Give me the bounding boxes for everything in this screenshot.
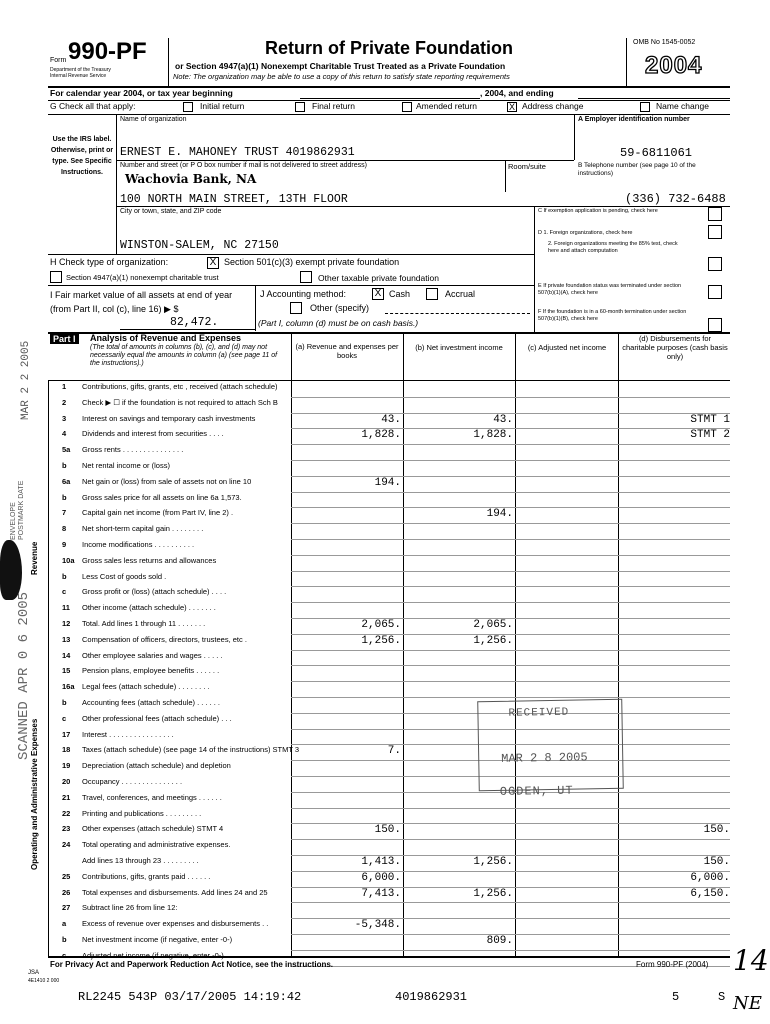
line-number: 5a	[62, 445, 71, 455]
amount-col-a[interactable]: 43.	[381, 413, 401, 426]
part1-title: Analysis of Revenue and Expenses	[90, 333, 242, 343]
part1-cash-basis-note: (Part I, column (d) must be on cash basis.)	[258, 318, 419, 328]
phone-label: B Telephone number (see page 10 of the instructions)	[578, 162, 696, 177]
line-description: Adjusted net income (if negative, enter -0-). .	[82, 950, 230, 960]
line-description: Contributions, gifts, grants paid . . . . . .	[82, 871, 211, 881]
jsa-code: 4E1410 2 000	[28, 978, 60, 984]
amount-col-a[interactable]: 150.	[374, 824, 401, 837]
line-description: Other employee salaries and wages . . . . .	[82, 650, 223, 660]
f-termination-label: F If the foundation is in a 60-month termination under section 507(b)(1)(B), check here	[538, 309, 687, 322]
form-prefix: Form	[50, 57, 67, 64]
line-number: 3	[62, 413, 67, 423]
line-description: Capital gain net income (from Part IV, line 2) .	[82, 508, 234, 518]
account-number: 4019862931	[395, 990, 468, 1004]
side-stamp-scanned: SCANNED APR 0 6 2005	[16, 591, 32, 760]
part1-line-row	[50, 888, 730, 902]
line-number: c	[62, 713, 67, 723]
line-number: 12	[62, 619, 71, 628]
j-cash-label: Cash	[389, 289, 411, 299]
received-stamp-title: RECEIVED	[508, 706, 570, 720]
form-title: Return of Private Foundation	[265, 38, 514, 58]
part1-line-row	[50, 682, 730, 696]
ein-label: A Employer identification number	[578, 116, 690, 123]
line-description: Legal fees (attach schedule) . . . . . . . .	[82, 682, 210, 692]
h-501c3-checkbox[interactable]: X	[207, 257, 219, 269]
amount-col-b[interactable]: 2,065.	[473, 619, 513, 631]
part1-line-row	[50, 935, 730, 949]
part1-line-row	[50, 524, 730, 538]
line-number: 11	[62, 603, 70, 613]
amount-col-a[interactable]: 2,065.	[361, 619, 401, 631]
line-number: b	[62, 935, 67, 944]
line-number: 13	[62, 634, 71, 644]
line-description: Interest . . . . . . . . . . . . . . . .	[82, 729, 174, 739]
line-number: b	[62, 571, 67, 581]
form-number: 990-PF	[68, 38, 147, 65]
line-description: Total expenses and disbursements. Add lines 24 and 25	[82, 887, 268, 897]
expenses-side-label: Operating and Administrative Expenses	[30, 718, 39, 870]
line-description: Net gain or (loss) from sale of assets not on line 10	[82, 476, 252, 486]
page-suffix: S	[718, 990, 726, 1004]
part1-line-row	[50, 698, 730, 712]
amount-col-b[interactable]: 1,256.	[473, 634, 513, 647]
part1-line-row	[50, 461, 730, 475]
line-number: b	[62, 698, 67, 707]
part1-line-row	[50, 398, 730, 412]
address-change-label: Address change	[522, 101, 584, 111]
side-stamp-date: MAR 2 2 2005	[20, 340, 32, 420]
line-number: 2	[62, 397, 67, 407]
amount-col-d[interactable]: 6,150.	[690, 887, 730, 900]
part1-line-row	[50, 382, 730, 396]
line-number: c	[62, 587, 67, 597]
part1-line-row	[50, 603, 730, 617]
line-number: 24	[62, 840, 71, 850]
part1-line-row	[50, 445, 730, 459]
line-description: Contributions, gifts, grants, etc , received (attach schedule)	[82, 382, 278, 391]
line-number: 26	[62, 887, 71, 897]
j-cash-checkbox[interactable]: X	[372, 288, 384, 300]
line-description: Gross rents . . . . . . . . . . . . . . .	[82, 445, 184, 455]
line-description: Total. Add lines 1 through 11 . . . . . . .	[82, 619, 206, 628]
line-description: Total operating and administrative expenses.	[82, 840, 231, 850]
line-description: Less Cost of goods sold .	[82, 571, 167, 581]
line-number: b	[62, 492, 67, 502]
amount-col-b[interactable]: 809.	[486, 935, 513, 947]
line-description: Other expenses (attach schedule) STMT 4	[82, 824, 224, 834]
line-number: 21	[62, 792, 71, 802]
bank-name: Wachovia Bank, NA	[125, 172, 257, 186]
phone-value[interactable]: (336) 732-6488	[625, 192, 726, 206]
line-number: 22	[62, 808, 71, 818]
line-description: Gross profit or (loss) (attach schedule) . . . .	[82, 587, 227, 597]
revenue-side-label: Revenue	[30, 541, 39, 575]
line-number: 17	[62, 729, 71, 739]
line-description: Net rental income or (loss)	[82, 461, 170, 470]
privacy-notice: For Privacy Act and Paperwork Reduction Act Notice, see the instructions.	[50, 960, 334, 969]
e-terminated-label: E If private foundation status was terminated under section 507(b)(1)(A), check here	[538, 283, 682, 296]
e-terminated-checkbox[interactable]	[708, 285, 722, 299]
part1-line-row	[50, 651, 730, 665]
line-description: Subtract line 26 from line 12:	[82, 903, 178, 913]
line-number: 27	[62, 903, 71, 913]
line-number: 6a	[62, 476, 71, 486]
part1-line-row	[50, 556, 730, 570]
line-number: 23	[62, 824, 71, 834]
part1-line-row	[50, 666, 730, 680]
line-description: Income modifications . . . . . . . . . .	[82, 540, 195, 549]
line-description: Depreciation (attach schedule) and depletion	[82, 761, 231, 771]
line-number: 8	[62, 524, 67, 534]
line-number: c	[62, 950, 67, 960]
col-a-header: (a) Revenue and expenses per books	[295, 342, 399, 360]
part1-tag: Part I	[50, 334, 79, 344]
col-b-header: (b) Net investment income	[415, 343, 503, 352]
line-description: Add lines 13 through 23 . . . . . . . . .	[82, 856, 199, 865]
initial-return-label: Initial return	[200, 101, 245, 111]
part1-description: (The total of amounts in columns (b), (c), and (d) may not necessarily equal the amounts in column (a) (see page 11 of the instructions).)	[90, 344, 278, 367]
city-label: City or town, state, and ZIP code	[120, 208, 222, 215]
f-termination-checkbox[interactable]	[708, 318, 722, 332]
part1-line-row	[50, 730, 730, 744]
i-fmv-value[interactable]: 82,472.	[170, 316, 219, 329]
j-other-label: Other (specify)	[310, 303, 370, 313]
d1-foreign-label: D 1. Foreign organizations, check here	[538, 230, 633, 236]
line-description: Pension plans, employee benefits . . . . . .	[82, 666, 220, 676]
line-description: Interest on savings and temporary cash investments	[82, 413, 256, 423]
amount-col-b[interactable]: 1,256.	[473, 887, 513, 900]
h-501c3-label: Section 501(c)(3) exempt private foundation	[224, 257, 400, 267]
line-description: Net investment income (if negative, enter -0-)	[82, 935, 233, 944]
h-other-taxable-label: Other taxable private foundation	[318, 273, 439, 283]
part1-line-row	[50, 872, 730, 886]
received-stamp	[477, 699, 624, 799]
part1-line-row	[50, 477, 730, 491]
line-number: 9	[62, 540, 67, 549]
part1-line-row	[50, 761, 730, 775]
line-description: Net short-term capital gain . . . . . . . .	[82, 524, 204, 534]
check-apply-label: G Check all that apply:	[50, 101, 136, 111]
amount-col-d[interactable]: 150.	[703, 856, 730, 868]
i-fmv-label: I Fair market value of all assets at end of year (from Part II, col (c), line 16) ▶ $	[50, 290, 233, 314]
h-4947-label: Section 4947(a)(1) nonexempt charitable trust	[66, 273, 219, 282]
col-c-header: (c) Adjusted net income	[527, 343, 607, 352]
h-4947-checkbox[interactable]	[50, 271, 62, 283]
amount-col-b[interactable]: 194.	[486, 508, 513, 521]
line-number: 4	[62, 429, 67, 439]
line-description: Other income (attach schedule) . . . . . . .	[82, 603, 216, 613]
line-number: 7	[62, 508, 67, 518]
ein-value[interactable]: 59-6811061	[620, 146, 693, 160]
part1-line-row	[50, 414, 730, 428]
col-d-header: (d) Disbursements for charitable purposes (cash basis only)	[622, 334, 728, 361]
amount-col-b[interactable]: 43.	[493, 413, 513, 426]
line-number: 15	[62, 666, 71, 676]
c-pending-checkbox[interactable]	[708, 207, 722, 221]
dept-treasury: Department of the Treasury	[50, 67, 111, 73]
j-accounting-label: J Accounting method:	[260, 289, 347, 299]
part1-line-row	[50, 635, 730, 649]
line-number: b	[62, 461, 67, 470]
j-accrual-label: Accrual	[445, 289, 476, 299]
line-description: Gross sales price for all assets on line 6a 1,573.	[82, 492, 242, 502]
part1-line-row	[50, 856, 730, 870]
amount-col-b[interactable]: 1,256.	[473, 856, 513, 868]
received-stamp-city: OGDEN, UT	[499, 783, 574, 799]
part1-line-row	[50, 587, 730, 601]
amount-col-a[interactable]: -5,348.	[354, 919, 401, 932]
part1-line-row	[50, 824, 730, 838]
amount-col-a[interactable]: 1,256.	[361, 634, 401, 647]
line-number: 16a	[62, 682, 75, 692]
j-other-checkbox[interactable]	[290, 302, 302, 314]
amended-return-label: Amended return	[416, 101, 477, 111]
line-description: Check ▶ ☐ if the foundation is not required to attach Sch B	[82, 397, 278, 407]
side-stamp-postmark: ENVELOPE POSTMARK DATE	[10, 480, 25, 540]
line-number: 18	[62, 745, 71, 755]
form-reference: Form 990-PF (2004)	[636, 960, 709, 969]
initial-return-checkbox[interactable]	[183, 102, 193, 112]
part1-line-row	[50, 809, 730, 823]
final-return-label: Final return	[312, 101, 355, 111]
amount-col-a[interactable]: 6,000.	[361, 871, 401, 884]
amended-return-checkbox[interactable]	[402, 102, 412, 112]
part1-line-row	[50, 493, 730, 507]
part1-line-row	[50, 508, 730, 522]
part1-line-row	[50, 540, 730, 554]
amount-col-a[interactable]: 1,413.	[361, 856, 401, 868]
j-accrual-checkbox[interactable]	[426, 288, 438, 300]
org-name-value[interactable]: ERNEST E. MAHONEY TRUST 4019862931	[120, 146, 355, 159]
part1-line-row	[50, 429, 730, 443]
handwritten-ne: NE	[733, 993, 762, 1014]
form-note: Note: The organization may be able to use a copy of this return to satisfy state reporting requirements	[173, 72, 510, 81]
name-change-label: Name change	[656, 101, 709, 111]
line-number: 25	[62, 871, 71, 881]
line-number: 1	[62, 382, 67, 391]
received-stamp-date: MAR 2 8 2005	[501, 750, 588, 766]
h-other-taxable-checkbox[interactable]	[300, 271, 312, 283]
amount-col-a[interactable]: 7,413.	[361, 887, 401, 900]
form-subtitle: or Section 4947(a)(1) Nonexempt Charitable Trust Treated as a Private Foundation	[175, 61, 506, 71]
c-pending-label: C If exemption application is pending, check here	[538, 208, 658, 214]
line-description: Taxes (attach schedule) (see page 14 of the instructions) STMT 3	[82, 745, 300, 755]
amount-col-b[interactable]: 1,828.	[473, 429, 513, 442]
line-description: Printing and publications . . . . . . . . .	[82, 808, 202, 818]
line-number: 20	[62, 777, 71, 786]
line-number: 19	[62, 761, 71, 771]
org-name-label: Name of organization	[120, 116, 187, 123]
part1-line-row	[50, 793, 730, 807]
part1-line-row	[50, 714, 730, 728]
line-description: Gross sales less returns and allowances	[82, 555, 217, 565]
line-description: Travel, conferences, and meetings . . . . . .	[82, 792, 222, 802]
irs-label: Internal Revenue Service	[50, 73, 107, 79]
h-check-type-label: H Check type of organization:	[50, 257, 169, 267]
line-number: 10a	[62, 555, 75, 565]
calendar-year-end: , 2004, and ending	[480, 88, 554, 98]
line-description: Other professional fees (attach schedule) . . .	[82, 713, 232, 723]
amount-col-d[interactable]: 150.	[703, 824, 730, 837]
d2-foreign-checkbox[interactable]	[708, 257, 722, 271]
amount-col-d[interactable]: STMT 2	[690, 429, 730, 442]
amount-col-a[interactable]: 7.	[387, 745, 401, 758]
line-description: Compensation of officers, directors, trustees, etc .	[82, 634, 247, 644]
address-label: Number and street (or P O box number if mail is not delivered to street address)	[120, 162, 367, 169]
room-suite-label: Room/suite	[508, 162, 546, 171]
part1-line-row	[50, 777, 730, 791]
street-value[interactable]: 100 NORTH MAIN STREET, 13TH FLOOR	[120, 193, 348, 206]
print-line: RL2245 543P 03/17/2005 14:19:42	[78, 990, 302, 1004]
line-number: a	[62, 919, 67, 929]
line-description: Accounting fees (attach schedule) . . . . . .	[82, 698, 220, 707]
part1-line-row	[50, 919, 730, 933]
address-change-checkbox[interactable]: X	[508, 102, 515, 112]
part1-line-row	[50, 619, 730, 633]
part1-line-row	[50, 903, 730, 917]
amount-col-d[interactable]: STMT 1	[690, 413, 730, 426]
part1-line-row	[50, 572, 730, 586]
omb-number: OMB No 1545-0052	[633, 39, 696, 46]
use-irs-label-instructions: Use the IRS label. Otherwise, print or type. See Specific Instructions.	[50, 136, 114, 176]
city-value[interactable]: WINSTON-SALEM, NC 27150	[120, 239, 279, 252]
final-return-checkbox[interactable]	[295, 102, 305, 112]
handwritten-14: 14	[733, 944, 769, 977]
part1-line-row	[50, 745, 730, 759]
line-description: Dividends and interest from securities . . . .	[82, 429, 224, 439]
part1-line-row	[50, 840, 730, 854]
d1-foreign-checkbox[interactable]	[708, 225, 722, 239]
tax-year: 2004	[645, 52, 703, 79]
jsa-label: JSA	[28, 970, 40, 976]
calendar-year: For calendar year 2004, or tax year beginning	[50, 88, 233, 98]
page-number: 5	[672, 990, 680, 1004]
line-description: Occupancy . . . . . . . . . . . . . . .	[82, 777, 183, 786]
line-number: 14	[62, 650, 71, 660]
line-description: Excess of revenue over expenses and disbursements . .	[82, 919, 269, 929]
amount-col-a[interactable]: 194.	[374, 476, 401, 489]
name-change-checkbox[interactable]	[640, 102, 650, 112]
d2-foreign-label: 2. Foreign organizations meeting the 85% test, check here and attach computation	[548, 241, 678, 254]
amount-col-d[interactable]: 6,000.	[690, 871, 730, 884]
amount-col-a[interactable]: 1,828.	[361, 429, 401, 442]
